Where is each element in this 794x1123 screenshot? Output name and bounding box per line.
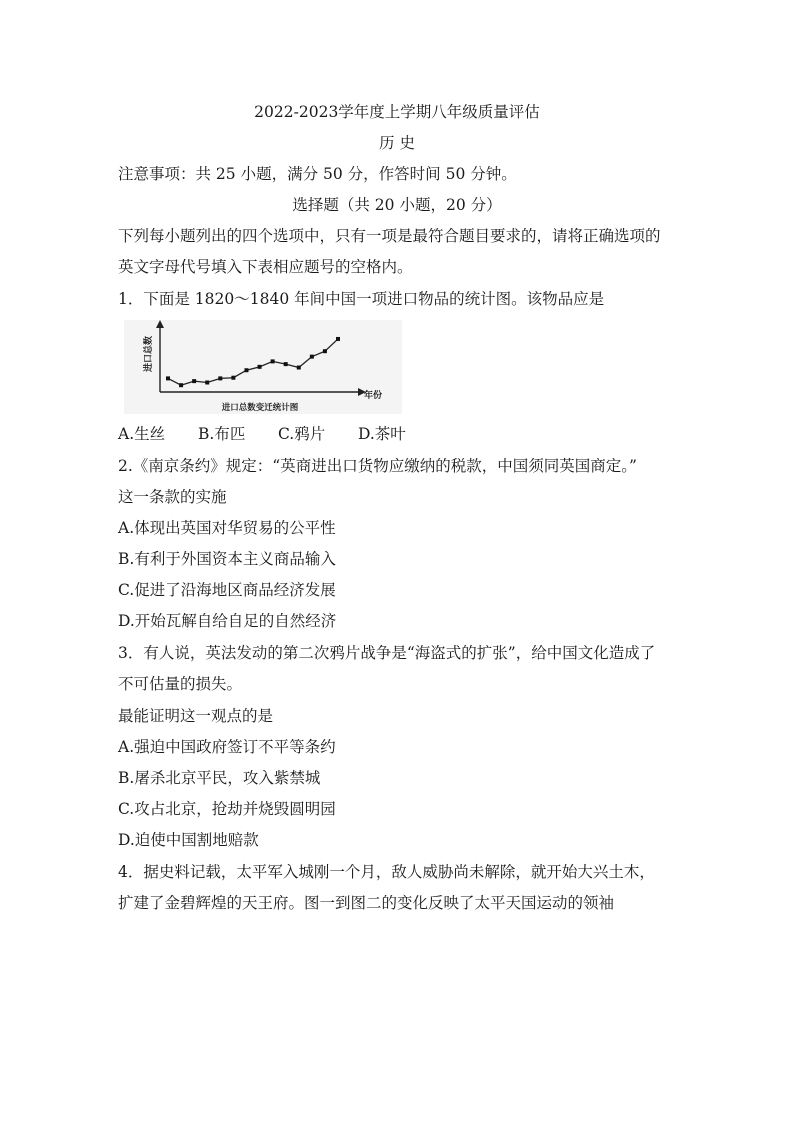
question-3-stem-line-1: 3．有人说，英法发动的第二次鸦片战争是“海盗式的扩张”，给中国文化造成了 (118, 644, 656, 662)
exam-title: 2022-2023学年度上学期八年级质量评估 (254, 103, 540, 121)
data-point (284, 362, 288, 366)
instructions-line-1: 下列每小题列出的四个选项中，只有一项是最符合题目要求的，请将正确选项的 (118, 227, 661, 245)
instructions-line-2: 英文字母代号填入下表相应题号的空格内。 (118, 258, 413, 276)
question-3-option-c[interactable]: C.攻占北京，抢劫并烧毁圆明园 (118, 800, 336, 818)
data-point (310, 355, 314, 359)
question-3-option-b[interactable]: B.屠杀北京平民，攻入紫禁城 (118, 769, 321, 787)
option-c[interactable]: C.鸦片 (278, 425, 326, 443)
question-3-stem-line-2: 不可估量的损失。 (118, 675, 243, 693)
question-1-options (118, 423, 406, 445)
question-4-stem-line-1: 4．据史料记载，太平军入城刚一个月，敌人威胁尚未解除，就开始大兴土木， (118, 863, 655, 881)
data-point (258, 365, 262, 369)
import-statistics-chart (124, 320, 402, 414)
data-point (323, 349, 327, 353)
question-3-stem-line-3: 最能证明这一观点的是 (118, 707, 274, 725)
section-heading: 选择题（共 20 小题，20 分） (292, 196, 502, 214)
subject-title: 历 史 (379, 134, 415, 152)
question-4-stem-line-2: 扩建了金碧辉煌的天王府。图一到图二的变化反映了太平天国运动的领袖 (118, 894, 615, 912)
question-2-stem-line-2: 这一条款的实施 (118, 488, 227, 506)
option-d[interactable]: D.茶叶 (358, 425, 406, 443)
data-point (192, 379, 196, 383)
data-point (297, 366, 301, 370)
question-3-option-a[interactable]: A.强迫中国政府签订不平等条约 (118, 738, 336, 756)
notice-text: 注意事项：共 25 小题，满分 50 分，作答时间 50 分钟。 (118, 165, 517, 183)
data-point (205, 380, 209, 384)
chart-background (124, 320, 402, 414)
data-point (271, 359, 275, 363)
question-2-stem-line-1: 2.《南京条约》规定：“英商进出口货物应缴纳的税款，中国须同英国商定。” (118, 457, 637, 475)
data-point (336, 337, 340, 341)
data-point (166, 376, 170, 380)
question-2-option-d[interactable]: D.开始瓦解自给自足的自然经济 (118, 612, 337, 630)
chart-title: 进口总数变迁统计图 (221, 403, 299, 413)
data-point (179, 383, 183, 387)
option-a[interactable]: A.生丝 (118, 425, 166, 443)
question-2-option-a[interactable]: A.体现出英国对华贸易的公平性 (118, 519, 336, 537)
question-2-option-b[interactable]: B.有利于外国资本主义商品输入 (118, 550, 336, 568)
question-1-stem: 1．下面是 1820～1840 年间中国一项进口物品的统计图。该物品应是 (118, 290, 605, 308)
x-axis-label: 年份 (364, 391, 383, 401)
data-point (244, 368, 248, 372)
y-axis-label: 进口总数 (144, 335, 154, 372)
question-3-option-d[interactable]: D.迫使中国割地赔款 (118, 831, 259, 849)
data-point (231, 376, 235, 380)
question-2-option-c[interactable]: C.促进了沿海地区商品经济发展 (118, 581, 336, 599)
data-point (218, 376, 222, 380)
option-b[interactable]: B.布匹 (198, 425, 246, 443)
